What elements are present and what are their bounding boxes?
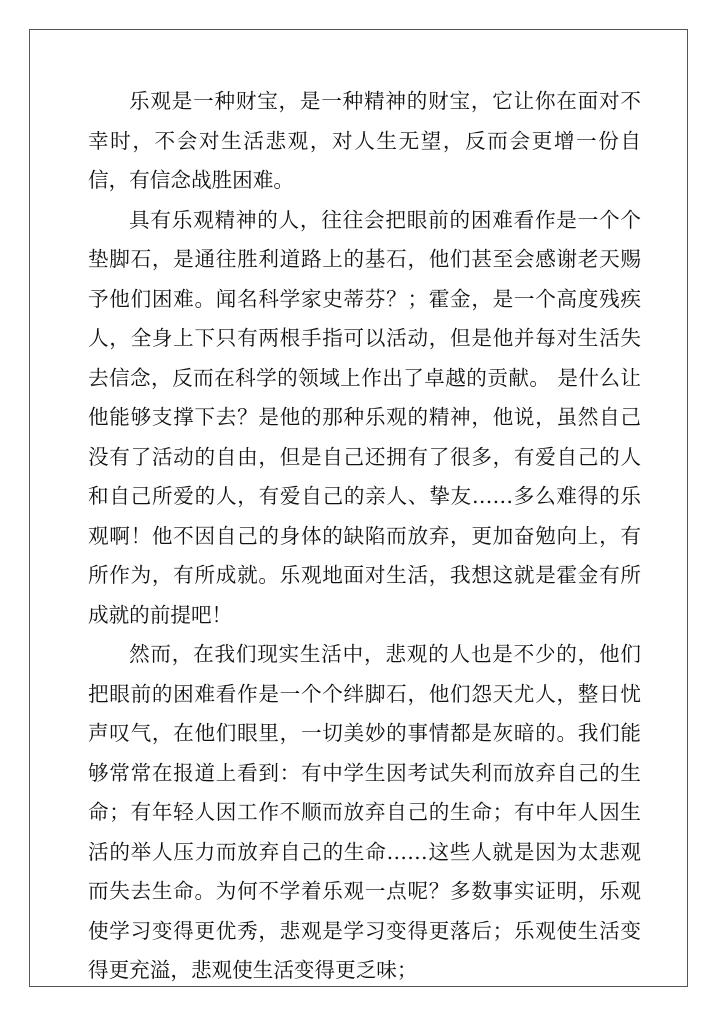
document-body — [88, 82, 641, 991]
paragraph-optimism-treasure: 乐观是一种财宝，是一种精神的财宝，它让你在面对不幸时，不会对生活悲观，对人生无望，反而会更增一份自信，有信念战胜困难。 — [88, 89, 641, 192]
paragraph-hawking-example: 具有乐观精神的人，往往会把眼前的困难看作是一个个垫脚石，是通往胜利道路上的基石，他们甚至会感谢老天赐予他们困难。闻名科学家史蒂芬？；霍金，是一个高度残疾人，全身上下只有两根手指可以活动，但是他并每对生活失去信念，反而在科学的领域上作出了卓越的贡献。 是什么让他能够支撑下去？是他的那种乐观的精神，他说，虽然自己没有了活动的自由，但是自己还拥有了很多，有爱自己的人和自己所爱的人，有爱自己的亲人、挚友……多么难得的乐观啊！他不因自己的身体的缺陷而放弃，更加奋勉向上，有所作为，有所成就。乐观地面对生活，我想这就是霍金有所成就的前提吧！ — [88, 207, 641, 627]
paragraph-pessimism: 然而，在我们现实生活中，悲观的人也是不少的，他们把眼前的困难看作是一个个绊脚石，他们怨天尤人，整日忧声叹气，在他们眼里，一切美妙的事情都是灰暗的。我们能够常常在报道上看到：有中学生因考试失利而放弃自己的生命；有年轻人因工作不顺而放弃自己的生命；有中年人因生活的举人压力而放弃自己的生命……这些人就是因为太悲观而失去生命。为何不学着乐观一点呢？多数事实证明，乐观使学习变得更优秀，悲观是学习变得更落后；乐观使生活变得更充溢，悲观使生活变得更乏味； — [88, 642, 641, 982]
